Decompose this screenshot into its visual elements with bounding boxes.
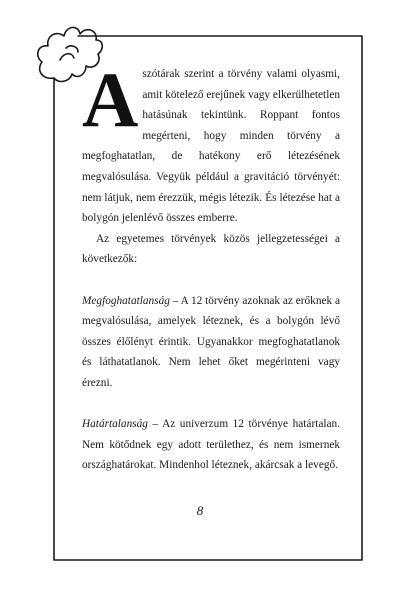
definition-text: – A 12 törvény azoknak az erőknek a megvalósulása, amelyek léteznek, és a bolygón lévő összes élőlényt érintik. Ugyanakkor megfoghatatlanok és láthatatlanok. Nem lehet őket megérinteni vagy érezni. — [82, 294, 340, 389]
page-body-text — [82, 56, 340, 476]
lead-in-paragraph: Az egyetemes törvények közös jellegzetességei a következők: — [82, 232, 340, 266]
definition-paragraph-1 — [82, 291, 340, 394]
drop-cap-letter: A — [82, 56, 139, 143]
definition-term: Megfoghatatlanság — [82, 294, 170, 307]
definition-paragraph-2 — [82, 414, 340, 476]
paragraph-spacer — [82, 270, 340, 291]
paragraph-spacer — [82, 394, 340, 415]
intro-text: szótárak szerint a törvény valami olyasmi, amit kötelező erejűnek vagy elkerülhetetlen hatásúnak tekintünk. Roppant fontos megérteni, hogy minden törvény a megfoghatatlan, de hatékony erő létezésének megvalósulása. Vegyük például a gravitáció törvényét: nem látjuk, nem érezzük, mégis létezik. És létezése hat a bolygón jelenlévő összes emberre. — [82, 68, 340, 225]
definition-term: Határtalanság — [82, 418, 148, 431]
page-number: 8 — [196, 503, 204, 518]
intro-paragraph — [82, 56, 340, 229]
definition-text: – Az univerzum 12 törvénye határtalan. Nem kötődnek egy adott területhez, és nem ismernek országhatárokat. Mindenhol léteznek, akárcsak a levegő. — [82, 418, 340, 472]
